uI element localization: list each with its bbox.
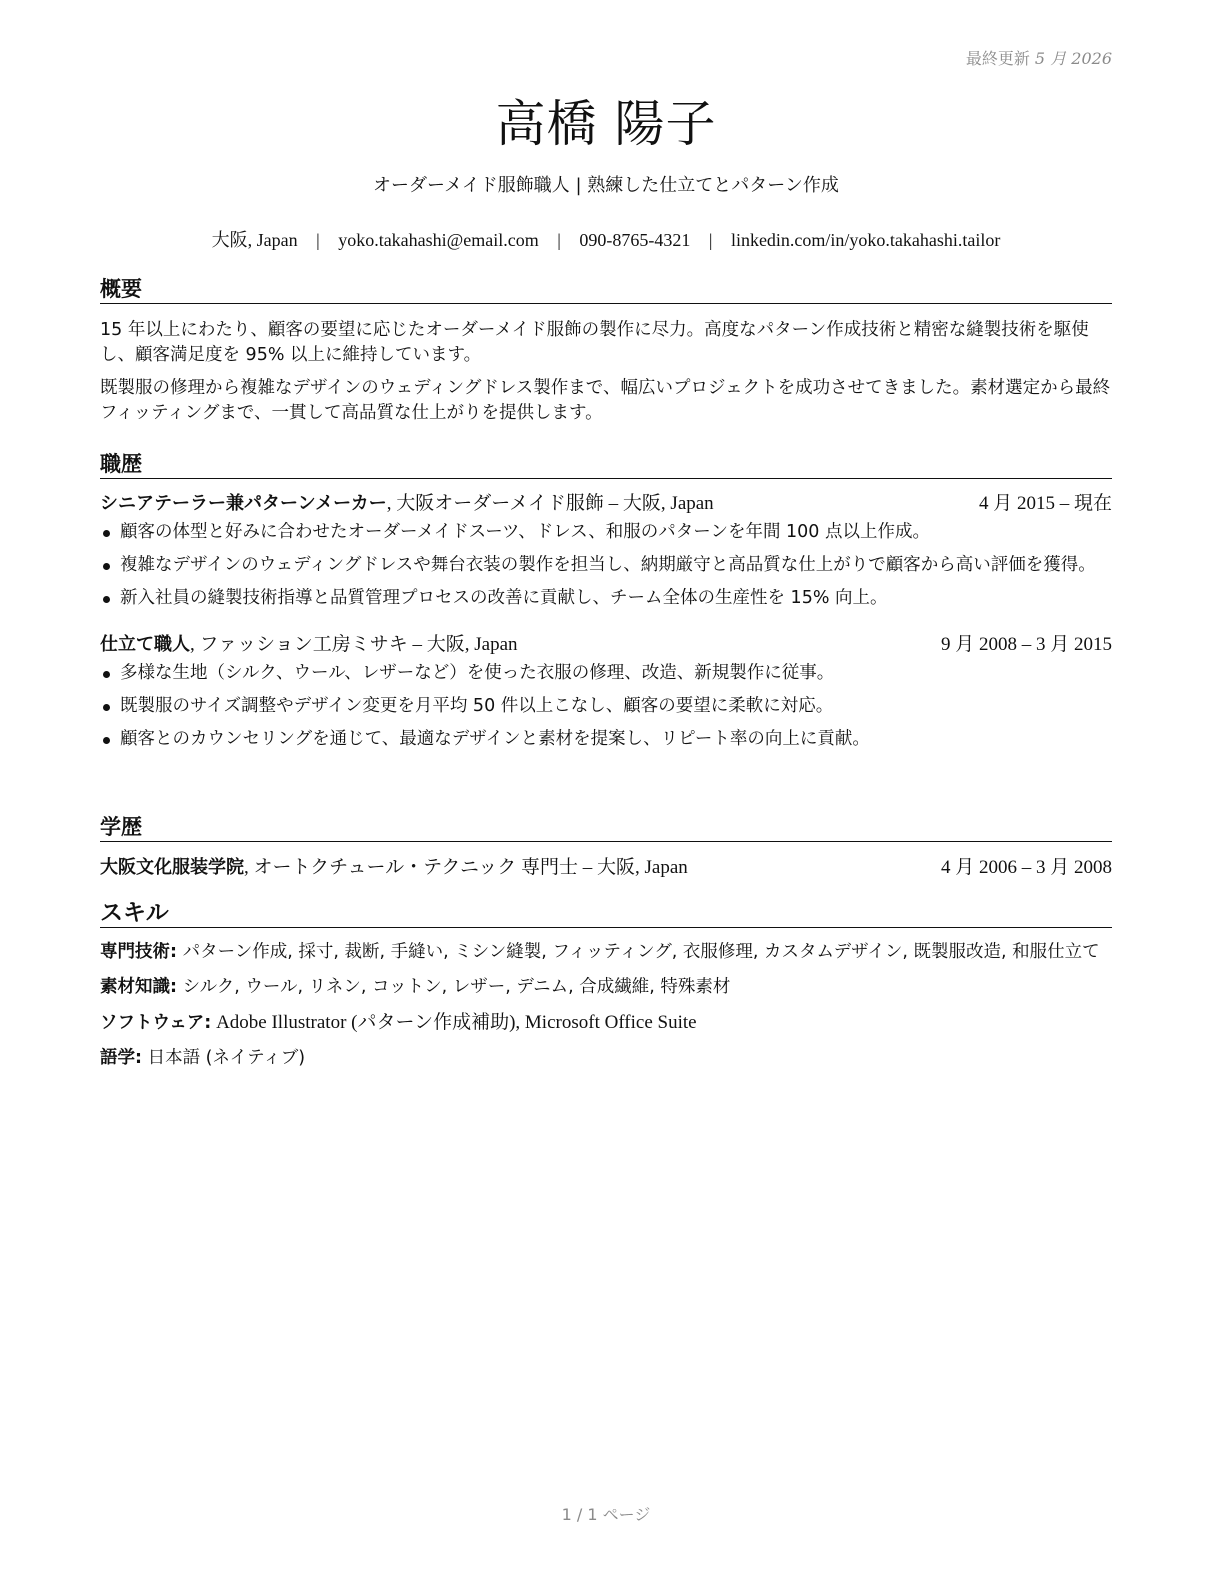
list-item: 複雑なデザインのウェディングドレスや舞台衣装の製作を担当し、納期厳守と高品質な仕上がりで顧客から高い評価を獲得。	[100, 553, 1112, 578]
skill-line	[100, 1010, 1112, 1036]
job-org: , 大阪オーダーメイド服飾 – 大阪, Japan	[386, 493, 714, 514]
skill-key: 語学:	[100, 1048, 142, 1068]
last-updated-label: 最終更新	[965, 49, 1030, 68]
education-school: 大阪文化服装学院	[100, 857, 244, 878]
contact-separator: |	[316, 230, 320, 250]
job-bullets	[100, 520, 1112, 611]
last-updated-value: 5 月 2026	[1034, 49, 1112, 68]
last-updated	[966, 46, 1112, 69]
skill-value: パターン作成, 採寸, 裁断, 手縫い, ミシン縫製, フィッティング, 衣服修理, カスタムデザイン, 既製服改造, 和服仕立て	[177, 942, 1100, 962]
job-header	[100, 492, 1112, 516]
skill-value: Adobe Illustrator (パターン作成補助), Microsoft Office Suite	[211, 1012, 697, 1033]
education-detail: , オートクチュール・テクニック 専門士 – 大阪, Japan	[244, 857, 688, 878]
skill-line	[100, 975, 1112, 1000]
section-title-experience: 職歴	[100, 451, 1112, 479]
contact-location: 大阪, Japan	[211, 230, 298, 250]
contact-linkedin[interactable]: linkedin.com/in/yoko.takahashi.tailor	[730, 230, 1001, 250]
job-header	[100, 633, 1112, 657]
contact-phone[interactable]: 090-8765-4321	[579, 230, 691, 250]
skills-section	[100, 900, 1112, 1071]
list-item: 顧客の体型と好みに合わせたオーダーメイドスーツ、ドレス、和服のパターンを年間 100 点以上作成。	[100, 520, 1112, 545]
education-section	[100, 814, 1112, 880]
summary-paragraph: 15 年以上にわたり、顧客の要望に応じたオーダーメイド服飾の製作に尽力。高度なパターン作成技術と精密な縫製技術を駆使し、顧客満足度を 95% 以上に維持しています。	[100, 320, 1089, 365]
job-org: , ファッション工房ミサキ – 大阪, Japan	[190, 634, 518, 655]
skill-key: ソフトウェア:	[100, 1013, 212, 1033]
education-dates: 4 月 2006 – 3 月 2008	[940, 857, 1112, 878]
contact-email[interactable]: yoko.takahashi@email.com	[338, 230, 539, 250]
contact-separator: |	[708, 230, 713, 250]
job-dates: 4 月 2015 – 現在	[978, 493, 1112, 514]
section-title-skills: スキル	[100, 900, 1112, 928]
contact-line	[100, 226, 1112, 252]
page-number: 1 / 1 ページ	[561, 1505, 651, 1524]
job-role: 仕立て職人	[100, 634, 190, 655]
summary-section	[100, 276, 1112, 426]
job-entry	[100, 492, 1112, 611]
list-item: 新入社員の縫製技術指導と品質管理プロセスの改善に貢献し、チーム全体の生産性を 15% 向上。	[100, 586, 1112, 611]
list-item: 多様な生地（シルク、ウール、レザーなど）を使った衣服の修理、改造、新規製作に従事。	[100, 661, 1112, 686]
skill-line	[100, 1046, 1112, 1071]
person-name: 高橋 陽子	[495, 95, 717, 153]
list-item: 既製服のサイズ調整やデザイン変更を月平均 50 件以上こなし、顧客の要望に柔軟に対応。	[100, 694, 1112, 719]
job-dates: 9 月 2008 – 3 月 2015	[940, 634, 1112, 655]
job-bullets	[100, 661, 1112, 752]
education-entry	[100, 856, 1112, 880]
contact-separator: |	[557, 230, 561, 250]
job-entry	[100, 633, 1112, 752]
section-title-education: 学歴	[100, 814, 1112, 842]
summary-paragraph: 既製服の修理から複雑なデザインのウェディングドレス製作まで、幅広いプロジェクトを成功させてきました。素材選定から最終フィッティングまで、一貫して高品質な仕上がりを提供します。	[100, 378, 1111, 423]
skill-value: 日本語 (ネイティブ)	[142, 1048, 306, 1068]
list-item: 顧客とのカウンセリングを通じて、最適なデザインと素材を提案し、リピート率の向上に貢献。	[100, 727, 1112, 752]
headline: オーダーメイド服飾職人 | 熟練した仕立てとパターン作成	[373, 175, 839, 196]
skill-key: 専門技術:	[100, 942, 177, 962]
skill-line	[100, 940, 1112, 965]
resume-page	[100, 0, 1112, 1584]
skill-value: シルク, ウール, リネン, コットン, レザー, デニム, 合成繊維, 特殊素材	[177, 977, 731, 997]
experience-section	[100, 451, 1112, 752]
skill-key: 素材知識:	[100, 977, 177, 997]
section-title-summary: 概要	[100, 276, 1112, 304]
job-role: シニアテーラー兼パターンメーカー	[100, 493, 387, 514]
